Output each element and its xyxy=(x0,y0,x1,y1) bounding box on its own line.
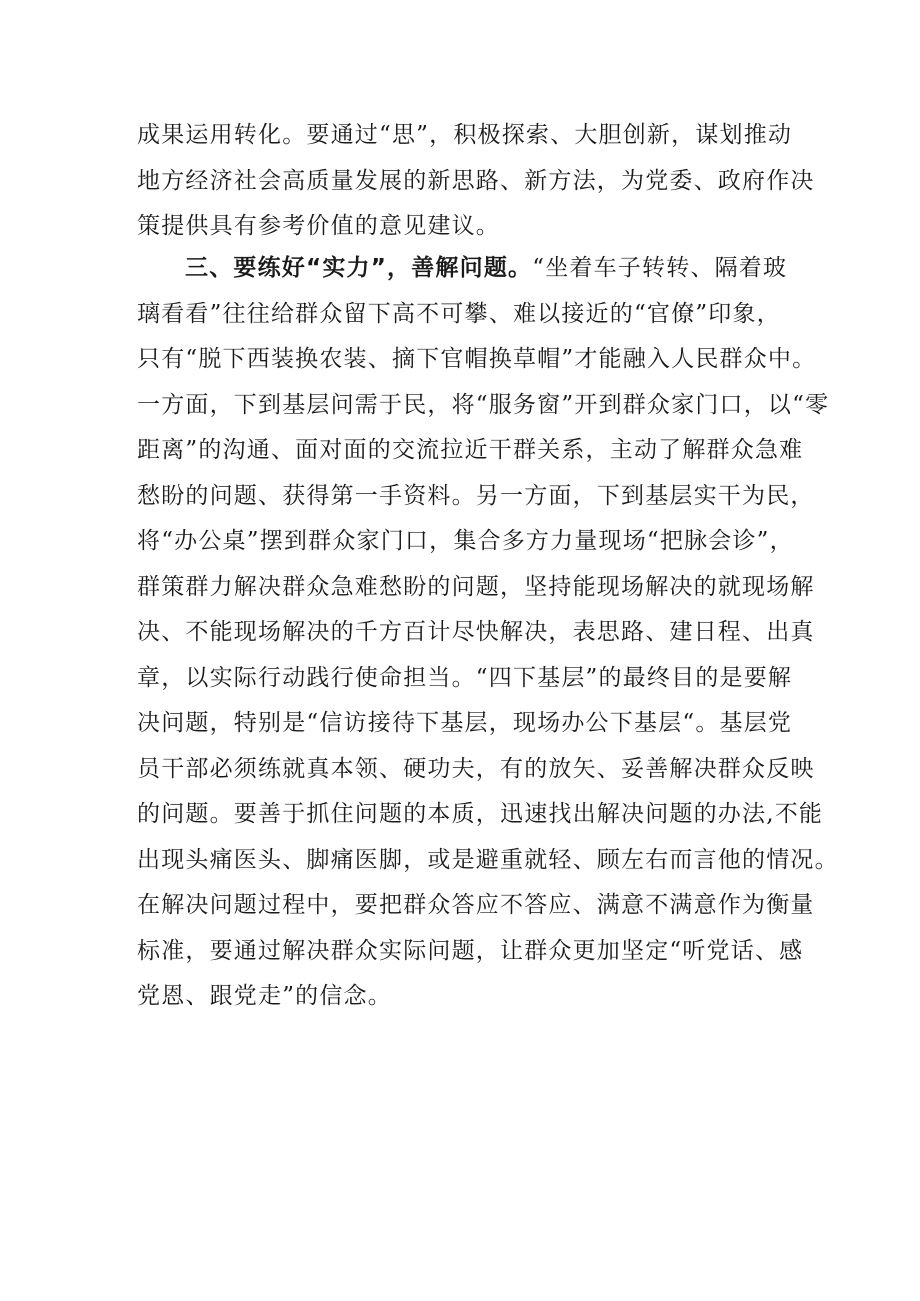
paragraph-continuation xyxy=(137,113,815,250)
text-line: 地方经济社会高质量发展的新思路、新方法，为党委、政府作决 xyxy=(137,167,815,194)
text-line: 党恩、跟党走”的信念。 xyxy=(137,983,392,1009)
text-line: 群策群力解决群众急难愁盼的问题，坚持能现场解决的就现场解 xyxy=(137,573,815,600)
text-line: 愁盼的问题、获得第一手资料。另一方面，下到基层实干为民， xyxy=(137,482,815,509)
text-line: 员干部必须练就真本领、硬功夫，有的放矢、妥善解决群众反映 xyxy=(137,755,815,782)
paragraph-first-line xyxy=(137,246,797,292)
section-heading: 三、要练好“实力”，善解问题。 xyxy=(185,255,533,281)
text-run: “坐着车子转转、隔着玻 xyxy=(532,255,788,281)
text-line: 将“办公桌”摆到群众家门口，集合多方力量现场“把脉会诊”， xyxy=(137,528,794,554)
text-line: 在解决问题过程中，要把群众答应不答应、满意不满意作为衡量 xyxy=(137,892,815,918)
text-line: 决问题，特别是“信访接待下基层，现场办公下基层“。基层党 xyxy=(137,710,793,736)
text-line: 策提供具有参考价值的意见建议。 xyxy=(137,213,500,239)
text-line: 璃看看”往往给群众留下高不可攀、难以接近的“官僚”印象， xyxy=(137,300,781,327)
text-line: 一方面，下到基层问需于民，将“服务窗”开到群众家门口，以“零 xyxy=(137,391,830,418)
text-line: 只有“脱下西装换农装、摘下官帽换草帽”才能融入人民群众中。 xyxy=(137,346,817,372)
text-line: 章，以实际行动践行使命担当。“四下基层”的最终目的是要解 xyxy=(137,664,793,691)
text-line: 的问题。要善于抓住问题的本质，迅速找出解决问题的办法,不能 xyxy=(137,801,824,827)
text-line: 标准，要通过解决群众实际问题，让群众更加坚定“听党话、感 xyxy=(137,937,804,964)
text-line: 决、不能现场解决的千方百计尽快解决，表思路、建日程、出真 xyxy=(137,619,815,645)
text-line: 成果运用转化。要通过“思”，积极探索、大胆创新，谋划推动 xyxy=(137,122,793,148)
text-line: 出现头痛医头、脚痛医脚，或是避重就轻、顾左右而言他的情况。 xyxy=(137,846,839,873)
text-line: 距离”的沟通、面对面的交流拉近干群关系，主动了解群众急难 xyxy=(137,437,804,463)
paragraph-section-three xyxy=(137,246,839,1020)
